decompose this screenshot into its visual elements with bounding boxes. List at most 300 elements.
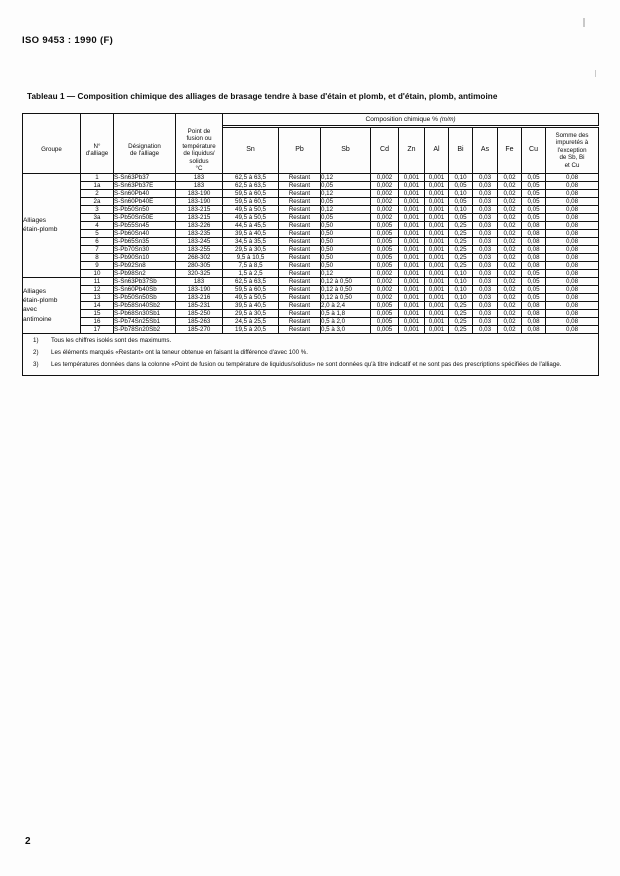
header-element-cd: Cd <box>371 128 399 174</box>
header-alloy-no-line2: d'alliage <box>85 150 109 158</box>
cell-pb: Restant <box>279 301 321 309</box>
cell-cu: 0,05 <box>522 293 546 301</box>
cell-sb: 0,50 <box>321 261 371 269</box>
cell-al: 0,001 <box>425 205 449 213</box>
footnote-text: Tous les chiffres isolés sont des maximums. <box>51 336 172 344</box>
cell-fe: 0,02 <box>498 213 522 221</box>
cell-designation: S-Sn60Pb40 <box>114 189 176 197</box>
cell-no: 15 <box>81 309 114 317</box>
cell-temp: 183 <box>176 173 223 181</box>
header-alloy-no-line1: N° <box>93 142 101 150</box>
header-element-sn: Sn <box>223 128 279 174</box>
header-melting-line5: solidus <box>189 157 209 165</box>
cell-sb: 0,05 <box>321 181 371 189</box>
cell-sum: 0,08 <box>546 285 599 293</box>
cell-no: 6 <box>81 237 114 245</box>
cell-designation: S-Sn60Pb40Sb <box>114 285 176 293</box>
table-row <box>23 181 599 189</box>
cell-no: 1 <box>81 173 114 181</box>
cell-fe: 0,02 <box>498 285 522 293</box>
cell-no: 8 <box>81 253 114 261</box>
cell-sn: 29,5 à 30,5 <box>223 245 279 253</box>
table-row <box>23 309 599 317</box>
cell-al: 0,001 <box>425 229 449 237</box>
cell-temp: 320-325 <box>176 269 223 277</box>
header-melting-line6: °C <box>195 165 203 173</box>
cell-designation: S-Pb70Sn30 <box>114 245 176 253</box>
cell-zn: 0,001 <box>399 301 425 309</box>
cell-sn: 19,5 à 20,5 <box>223 325 279 333</box>
cell-zn: 0,001 <box>399 205 425 213</box>
group-name-line: Alliages <box>23 287 47 295</box>
cell-designation: S-Pb58Sn40Sb2 <box>114 301 176 309</box>
cell-as: 0,03 <box>473 229 498 237</box>
cell-bi: 0,10 <box>449 189 473 197</box>
cell-no: 12 <box>81 285 114 293</box>
cell-sb: 0,12 à 0,50 <box>321 293 371 301</box>
cell-sb: 0,5 à 1,8 <box>321 309 371 317</box>
cell-al: 0,001 <box>425 181 449 189</box>
cell-as: 0,03 <box>473 205 498 213</box>
cell-sum: 0,08 <box>546 213 599 221</box>
cell-sn: 59,5 à 60,5 <box>223 285 279 293</box>
cell-no: 17 <box>81 325 114 333</box>
cell-al: 0,001 <box>425 277 449 285</box>
footnote-marker: 2) <box>33 348 39 356</box>
cell-sum: 0,08 <box>546 309 599 317</box>
cell-fe: 0,02 <box>498 197 522 205</box>
cell-bi: 0,25 <box>449 301 473 309</box>
cell-pb: Restant <box>279 309 321 317</box>
footnotes-row <box>23 333 599 375</box>
cell-bi: 0,10 <box>449 293 473 301</box>
cell-no: 13 <box>81 293 114 301</box>
cell-sum: 0,08 <box>546 301 599 309</box>
cell-bi: 0,10 <box>449 205 473 213</box>
cell-zn: 0,001 <box>399 173 425 181</box>
header-group-label <box>23 128 81 174</box>
cell-cd: 0,005 <box>371 317 399 325</box>
cell-sb: 0,12 <box>321 173 371 181</box>
cell-bi: 0,25 <box>449 221 473 229</box>
cell-temp: 183-190 <box>176 285 223 293</box>
cell-temp: 183 <box>176 181 223 189</box>
table-1-container <box>22 113 598 376</box>
cell-cd: 0,002 <box>371 205 399 213</box>
table-footnotes <box>23 333 599 375</box>
cell-cd: 0,002 <box>371 197 399 205</box>
cell-designation: S-Pb50Sn50Sb <box>114 293 176 301</box>
cell-al: 0,001 <box>425 309 449 317</box>
header-melting-point-label <box>176 128 223 174</box>
table-row <box>23 189 599 197</box>
cell-sum: 0,08 <box>546 317 599 325</box>
cell-bi: 0,25 <box>449 229 473 237</box>
cell-cu: 0,08 <box>522 261 546 269</box>
page-number: 2 <box>25 836 31 847</box>
cell-fe: 0,02 <box>498 205 522 213</box>
cell-pb: Restant <box>279 237 321 245</box>
header-element-al: Al <box>425 128 449 174</box>
cell-cd: 0,002 <box>371 277 399 285</box>
cell-zn: 0,001 <box>399 293 425 301</box>
cell-pb: Restant <box>279 293 321 301</box>
header-designation-line1: Désignation <box>128 142 161 150</box>
cell-no: 3 <box>81 205 114 213</box>
cell-cd: 0,005 <box>371 253 399 261</box>
cell-bi: 0,10 <box>449 173 473 181</box>
cell-cd: 0,005 <box>371 325 399 333</box>
cell-designation: S-Sn63Pb37E <box>114 181 176 189</box>
cell-fe: 0,02 <box>498 237 522 245</box>
table-header <box>23 114 599 174</box>
cell-as: 0,03 <box>473 293 498 301</box>
table-row <box>23 229 599 237</box>
cell-sb: 0,12 <box>321 205 371 213</box>
cell-cu: 0,05 <box>522 277 546 285</box>
cell-cd: 0,002 <box>371 181 399 189</box>
header-melting-line3: température <box>182 142 216 150</box>
table-row <box>23 245 599 253</box>
table-row <box>23 173 599 181</box>
cell-cd: 0,005 <box>371 309 399 317</box>
cell-fe: 0,02 <box>498 309 522 317</box>
header-melting-line1: Point de <box>187 127 211 135</box>
header-element-sb: Sb <box>321 128 371 174</box>
cell-designation: S-Pb74Sn25Sb1 <box>114 317 176 325</box>
cell-sum: 0,08 <box>546 189 599 197</box>
cell-sn: 62,5 à 63,5 <box>223 277 279 285</box>
group-name-line: avec <box>23 306 37 314</box>
cell-sb: 2,0 à 2,4 <box>321 301 371 309</box>
footnote <box>29 361 592 369</box>
cell-designation: S-Pb60Sn40 <box>114 229 176 237</box>
cell-pb: Restant <box>279 197 321 205</box>
footnote-text: Les températures données dans la colonne «Point de fusion ou température de liquidus/solidus» ne sont données qu'à titre indicatif et ne sont pas des prescriptions spécifiées de l'alliage. <box>51 360 562 368</box>
table-row <box>23 197 599 205</box>
cell-designation: S-Pb68Sn30Sb1 <box>114 309 176 317</box>
cell-as: 0,03 <box>473 317 498 325</box>
cell-sn: 59,5 à 60,5 <box>223 197 279 205</box>
cell-cd: 0,005 <box>371 221 399 229</box>
cell-no: 4 <box>81 221 114 229</box>
header-impurities-line2: impuretés à <box>555 139 589 147</box>
composition-unit-text: (m/m) <box>439 117 456 123</box>
cell-cu: 0,05 <box>522 213 546 221</box>
cell-sn: 39,5 à 40,5 <box>223 229 279 237</box>
cell-sn: 62,5 à 63,5 <box>223 181 279 189</box>
cell-no: 2a <box>81 197 114 205</box>
cell-cd: 0,002 <box>371 189 399 197</box>
scan-artifact <box>595 70 596 77</box>
cell-al: 0,001 <box>425 237 449 245</box>
header-impurities-sum <box>546 128 599 174</box>
cell-sum: 0,08 <box>546 173 599 181</box>
cell-pb: Restant <box>279 229 321 237</box>
cell-pb: Restant <box>279 285 321 293</box>
cell-temp: 183-245 <box>176 237 223 245</box>
cell-sb: 0,50 <box>321 245 371 253</box>
cell-designation: S-Pb55Sn45 <box>114 221 176 229</box>
cell-al: 0,001 <box>425 173 449 181</box>
cell-bi: 0,05 <box>449 213 473 221</box>
cell-temp: 185-263 <box>176 317 223 325</box>
cell-bi: 0,10 <box>449 277 473 285</box>
cell-as: 0,03 <box>473 213 498 221</box>
cell-al: 0,001 <box>425 189 449 197</box>
cell-sum: 0,08 <box>546 205 599 213</box>
cell-no: 7 <box>81 245 114 253</box>
footnotes-cell <box>23 333 599 375</box>
cell-al: 0,001 <box>425 301 449 309</box>
cell-temp: 183-235 <box>176 229 223 237</box>
cell-sn: 49,5 à 50,5 <box>223 293 279 301</box>
cell-temp: 183-216 <box>176 293 223 301</box>
cell-pb: Restant <box>279 245 321 253</box>
cell-no: 11 <box>81 277 114 285</box>
cell-designation: S-Sn63Pb37 <box>114 173 176 181</box>
cell-sn: 49,5 à 50,5 <box>223 205 279 213</box>
cell-designation: S-Sn63Pb37Sb <box>114 277 176 285</box>
cell-designation: S-Pb90Sn10 <box>114 253 176 261</box>
cell-sb: 0,5 à 3,0 <box>321 325 371 333</box>
cell-fe: 0,02 <box>498 301 522 309</box>
cell-cd: 0,005 <box>371 229 399 237</box>
cell-pb: Restant <box>279 173 321 181</box>
cell-cu: 0,05 <box>522 205 546 213</box>
composition-table <box>22 113 599 376</box>
cell-sn: 49,5 à 50,5 <box>223 213 279 221</box>
cell-sb: 0,12 à 0,50 <box>321 277 371 285</box>
cell-sn: 7,5 à 8,5 <box>223 261 279 269</box>
cell-fe: 0,02 <box>498 229 522 237</box>
cell-bi: 0,05 <box>449 197 473 205</box>
cell-sb: 0,50 <box>321 237 371 245</box>
cell-sb: 0,12 <box>321 189 371 197</box>
header-designation <box>114 114 176 128</box>
cell-designation: S-Pb50Sn50 <box>114 205 176 213</box>
cell-fe: 0,02 <box>498 181 522 189</box>
header-impurities-line1: Somme des <box>555 131 589 139</box>
group-name-line: étain-plomb <box>23 226 58 234</box>
cell-bi: 0,25 <box>449 237 473 245</box>
header-element-pb: Pb <box>279 128 321 174</box>
footnote <box>29 337 592 345</box>
cell-sum: 0,08 <box>546 277 599 285</box>
table-row <box>23 269 599 277</box>
cell-no: 10 <box>81 269 114 277</box>
cell-as: 0,03 <box>473 237 498 245</box>
cell-temp: 183-215 <box>176 213 223 221</box>
cell-temp: 183-255 <box>176 245 223 253</box>
cell-pb: Restant <box>279 181 321 189</box>
cell-sum: 0,08 <box>546 237 599 245</box>
cell-cd: 0,005 <box>371 237 399 245</box>
cell-al: 0,001 <box>425 325 449 333</box>
header-impurities-line4: de Sb, Bi <box>559 154 585 162</box>
cell-cd: 0,005 <box>371 261 399 269</box>
cell-zn: 0,001 <box>399 181 425 189</box>
table-row <box>23 261 599 269</box>
group-name-line: antimoine <box>23 315 52 323</box>
cell-zn: 0,001 <box>399 245 425 253</box>
cell-designation: S-Pb78Sn20Sb2 <box>114 325 176 333</box>
table-caption: Tableau 1 — Composition chimique des alliages de brasage tendre à base d'étain et plomb, et d'étain, plomb, antimoine <box>27 92 498 101</box>
table-body-group-2 <box>23 277 599 333</box>
cell-pb: Restant <box>279 253 321 261</box>
header-melting-point <box>176 114 223 128</box>
table-row <box>23 277 599 285</box>
cell-fe: 0,02 <box>498 317 522 325</box>
cell-no: 14 <box>81 301 114 309</box>
cell-no: 2 <box>81 189 114 197</box>
cell-pb: Restant <box>279 189 321 197</box>
cell-al: 0,001 <box>425 197 449 205</box>
cell-zn: 0,001 <box>399 309 425 317</box>
cell-fe: 0,02 <box>498 189 522 197</box>
header-melting-line2: fusion ou <box>186 135 212 143</box>
header-element-zn: Zn <box>399 128 425 174</box>
cell-cu: 0,08 <box>522 325 546 333</box>
cell-as: 0,03 <box>473 309 498 317</box>
cell-sn: 24,5 à 25,5 <box>223 317 279 325</box>
cell-sn: 9,5 à 10,5 <box>223 253 279 261</box>
cell-sn: 44,5 à 45,5 <box>223 221 279 229</box>
cell-fe: 0,02 <box>498 293 522 301</box>
cell-fe: 0,02 <box>498 277 522 285</box>
cell-sb: 0,50 <box>321 229 371 237</box>
cell-zn: 0,001 <box>399 197 425 205</box>
scan-artifact <box>583 18 585 27</box>
cell-temp: 185-250 <box>176 309 223 317</box>
cell-as: 0,03 <box>473 301 498 309</box>
cell-temp: 183-190 <box>176 189 223 197</box>
cell-cu: 0,08 <box>522 245 546 253</box>
cell-sum: 0,08 <box>546 293 599 301</box>
cell-sb: 0,12 <box>321 269 371 277</box>
cell-fe: 0,02 <box>498 269 522 277</box>
cell-bi: 0,25 <box>449 261 473 269</box>
header-element-as: As <box>473 128 498 174</box>
cell-designation: S-Pb98Sn2 <box>114 269 176 277</box>
cell-sb: 0,05 <box>321 197 371 205</box>
cell-sum: 0,08 <box>546 261 599 269</box>
cell-al: 0,001 <box>425 285 449 293</box>
cell-temp: 183-190 <box>176 197 223 205</box>
cell-no: 16 <box>81 317 114 325</box>
header-melting-line4: de liquidus/ <box>183 150 215 158</box>
cell-designation: S-Pb50Sn50E <box>114 213 176 221</box>
cell-zn: 0,001 <box>399 229 425 237</box>
cell-sn: 59,5 à 60,5 <box>223 189 279 197</box>
header-group-text: Groupe <box>41 146 62 154</box>
cell-pb: Restant <box>279 213 321 221</box>
cell-temp: 185-231 <box>176 301 223 309</box>
cell-no: 9 <box>81 261 114 269</box>
footnote-marker: 1) <box>33 336 39 344</box>
cell-as: 0,03 <box>473 221 498 229</box>
cell-as: 0,03 <box>473 245 498 253</box>
cell-temp: 268-302 <box>176 253 223 261</box>
cell-sn: 34,5 à 35,5 <box>223 237 279 245</box>
header-element-fe: Fe <box>498 128 522 174</box>
cell-pb: Restant <box>279 221 321 229</box>
footnote-marker: 3) <box>33 360 39 368</box>
header-composition-title <box>223 114 599 126</box>
cell-as: 0,03 <box>473 285 498 293</box>
cell-cu: 0,08 <box>522 309 546 317</box>
cell-fe: 0,02 <box>498 253 522 261</box>
cell-sb: 0,12 à 0,50 <box>321 285 371 293</box>
cell-cd: 0,002 <box>371 213 399 221</box>
cell-cd: 0,002 <box>371 285 399 293</box>
cell-as: 0,03 <box>473 189 498 197</box>
notes-list <box>23 334 598 375</box>
cell-zn: 0,001 <box>399 277 425 285</box>
cell-bi: 0,10 <box>449 285 473 293</box>
cell-as: 0,03 <box>473 197 498 205</box>
cell-pb: Restant <box>279 205 321 213</box>
cell-cu: 0,05 <box>522 285 546 293</box>
cell-sb: 0,5 à 2,0 <box>321 317 371 325</box>
cell-pb: Restant <box>279 269 321 277</box>
cell-al: 0,001 <box>425 269 449 277</box>
cell-designation: S-Pb92Sn8 <box>114 261 176 269</box>
cell-pb: Restant <box>279 277 321 285</box>
cell-zn: 0,001 <box>399 317 425 325</box>
cell-zn: 0,001 <box>399 237 425 245</box>
cell-bi: 0,25 <box>449 245 473 253</box>
cell-temp: 185-270 <box>176 325 223 333</box>
header-row-columns <box>23 128 599 174</box>
table-row <box>23 221 599 229</box>
cell-fe: 0,02 <box>498 261 522 269</box>
cell-bi: 0,25 <box>449 253 473 261</box>
cell-bi: 0,25 <box>449 317 473 325</box>
cell-al: 0,001 <box>425 317 449 325</box>
cell-cu: 0,05 <box>522 269 546 277</box>
header-designation-line2: de l'alliage <box>129 150 160 158</box>
table-row <box>23 237 599 245</box>
table-row <box>23 317 599 325</box>
header-impurities-line3: l'exception <box>557 146 587 154</box>
cell-no: 5 <box>81 229 114 237</box>
table-body-group-1 <box>23 173 599 277</box>
cell-pb: Restant <box>279 317 321 325</box>
cell-sn: 29,5 à 30,5 <box>223 309 279 317</box>
cell-zn: 0,001 <box>399 213 425 221</box>
cell-fe: 0,02 <box>498 245 522 253</box>
composition-title-text: Composition chimique % <box>365 116 439 123</box>
footnote-text: Les éléments marqués «Restant» ont la teneur obtenue en faisant la différence d'avec 100 %. <box>51 348 308 356</box>
standard-reference: ISO 9453 : 1990 (F) <box>22 35 114 46</box>
cell-no: 3a <box>81 213 114 221</box>
group-name-cell <box>23 173 81 277</box>
cell-zn: 0,001 <box>399 325 425 333</box>
cell-zn: 0,001 <box>399 269 425 277</box>
cell-cu: 0,05 <box>522 197 546 205</box>
cell-as: 0,03 <box>473 173 498 181</box>
table-row <box>23 301 599 309</box>
header-alloy-no <box>81 114 114 128</box>
cell-pb: Restant <box>279 325 321 333</box>
cell-temp: 183-226 <box>176 221 223 229</box>
group-name-cell <box>23 277 81 333</box>
header-element-bi: Bi <box>449 128 473 174</box>
cell-bi: 0,05 <box>449 181 473 189</box>
table-row <box>23 285 599 293</box>
cell-cu: 0,05 <box>522 189 546 197</box>
